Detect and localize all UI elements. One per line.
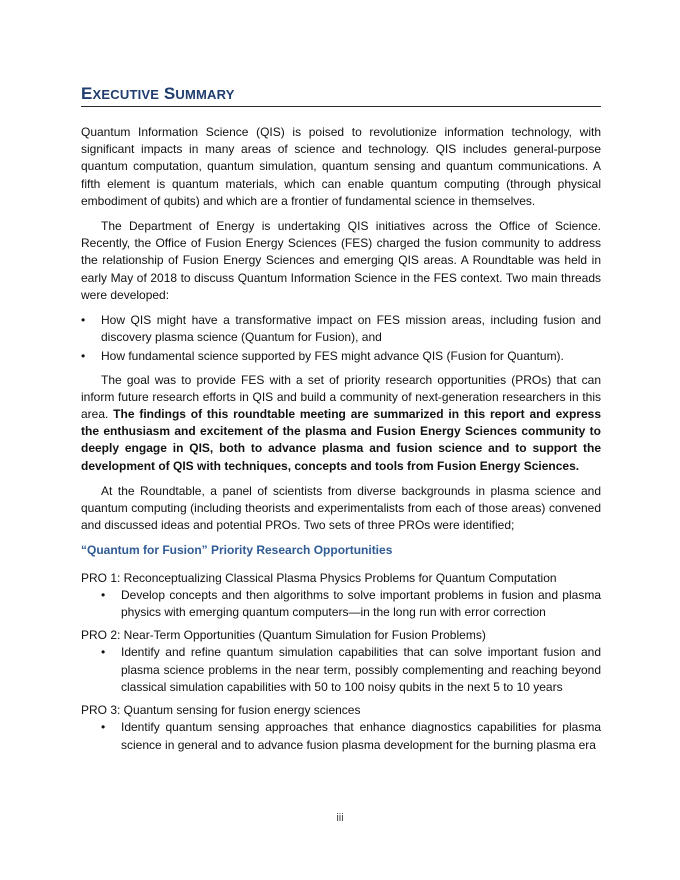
list-item: • Identify quantum sensing approaches that enhance diagnostics capabilities for plasma science in general and to advance fusion plasma development for the burning plasma era <box>81 719 601 753</box>
paragraph-doe: The Department of Energy is undertaking QIS initiatives across the Office of Science. Recently, the Office of Fusion Energy Sciences (FES) charged the fusion community to address the relationship of Fusion Energy Sciences and emerging QIS areas. A Roundtable was held in early May of 2018 to discuss Quantum Information Science in the FES context. Two main threads were developed: <box>81 219 601 302</box>
title-cap-1: E <box>81 84 93 103</box>
title-rest-1: XECUTIVE <box>92 87 160 102</box>
list-item: • Develop concepts and then algorithms to solve important problems in fusion and plasma physics with emerging quantum computers—in the long run with error correction <box>81 587 601 621</box>
paragraph-intro: Quantum Information Science (QIS) is poised to revolutionize information technology, with significant impacts in many areas of science and technology. QIS includes general-purpose quantum computation, quantum simulation, quantum sensing and quantum communications. A fifth element is quantum materials, which can enable quantum computing (through physical embodiment of qubits) and which are a frontier of fundamental science in themselves. <box>81 125 601 208</box>
paragraph-goal <box>81 372 601 475</box>
pro-1-list <box>81 587 601 621</box>
threads-list <box>81 312 601 366</box>
subheading: “Quantum for Fusion” Priority Research Opportunities <box>81 543 393 558</box>
paragraph-roundtable: At the Roundtable, a panel of scientists from diverse backgrounds in plasma science and quantum computing (including theorists and experimentalists from each of those areas) convened and discussed ideas and potential PROs. Two sets of three PROs were identified; <box>81 483 601 533</box>
page-number: iii <box>336 812 344 824</box>
title-cap-2: S <box>163 84 176 103</box>
pro-3-list <box>81 719 601 753</box>
section-title <box>81 84 601 104</box>
pro-2-title: PRO 2: Near-Term Opportunities (Quantum Simulation for Fusion Problems) <box>81 628 486 643</box>
list-item: • How QIS might have a transformative impact on FES mission areas, including fusion and discovery plasma science (Quantum for Fusion), and <box>81 312 601 346</box>
list-item: • Identify and refine quantum simulation capabilities that can solve important fusion and plasma science problems in the near term, possibly complementing and reaching beyond classical simulation capabilities with 50 to 100 noisy qubits in the next 5 to 10 years <box>81 644 601 696</box>
list-item: • How fundamental science supported by FES might advance QIS (Fusion for Quantum). <box>81 348 601 365</box>
goal-text: The goal was to provide FES with a set of priority research opportunities (PROs) that can inform future research efforts in QIS and build a community of next-generation researchers in this area. <box>81 372 601 422</box>
title-rule <box>81 106 601 107</box>
title-rest-2: UMMARY <box>175 87 235 102</box>
pro-3-title: PRO 3: Quantum sensing for fusion energy sciences <box>81 703 361 718</box>
pro-1-title: PRO 1: Reconceptualizing Classical Plasma Physics Problems for Quantum Computation <box>81 570 557 585</box>
body-text <box>81 124 601 760</box>
pro-2-list <box>81 644 601 696</box>
findings-text: The findings of this roundtable meeting are summarized in this report and express the enthusiasm and excitement of the plasma and Fusion Energy Sciences community to deeply engage in QIS, both to advance plasma and fusion science and to support the development of QIS with techniques, concepts and tools from Fusion Energy Sciences. <box>81 407 601 473</box>
